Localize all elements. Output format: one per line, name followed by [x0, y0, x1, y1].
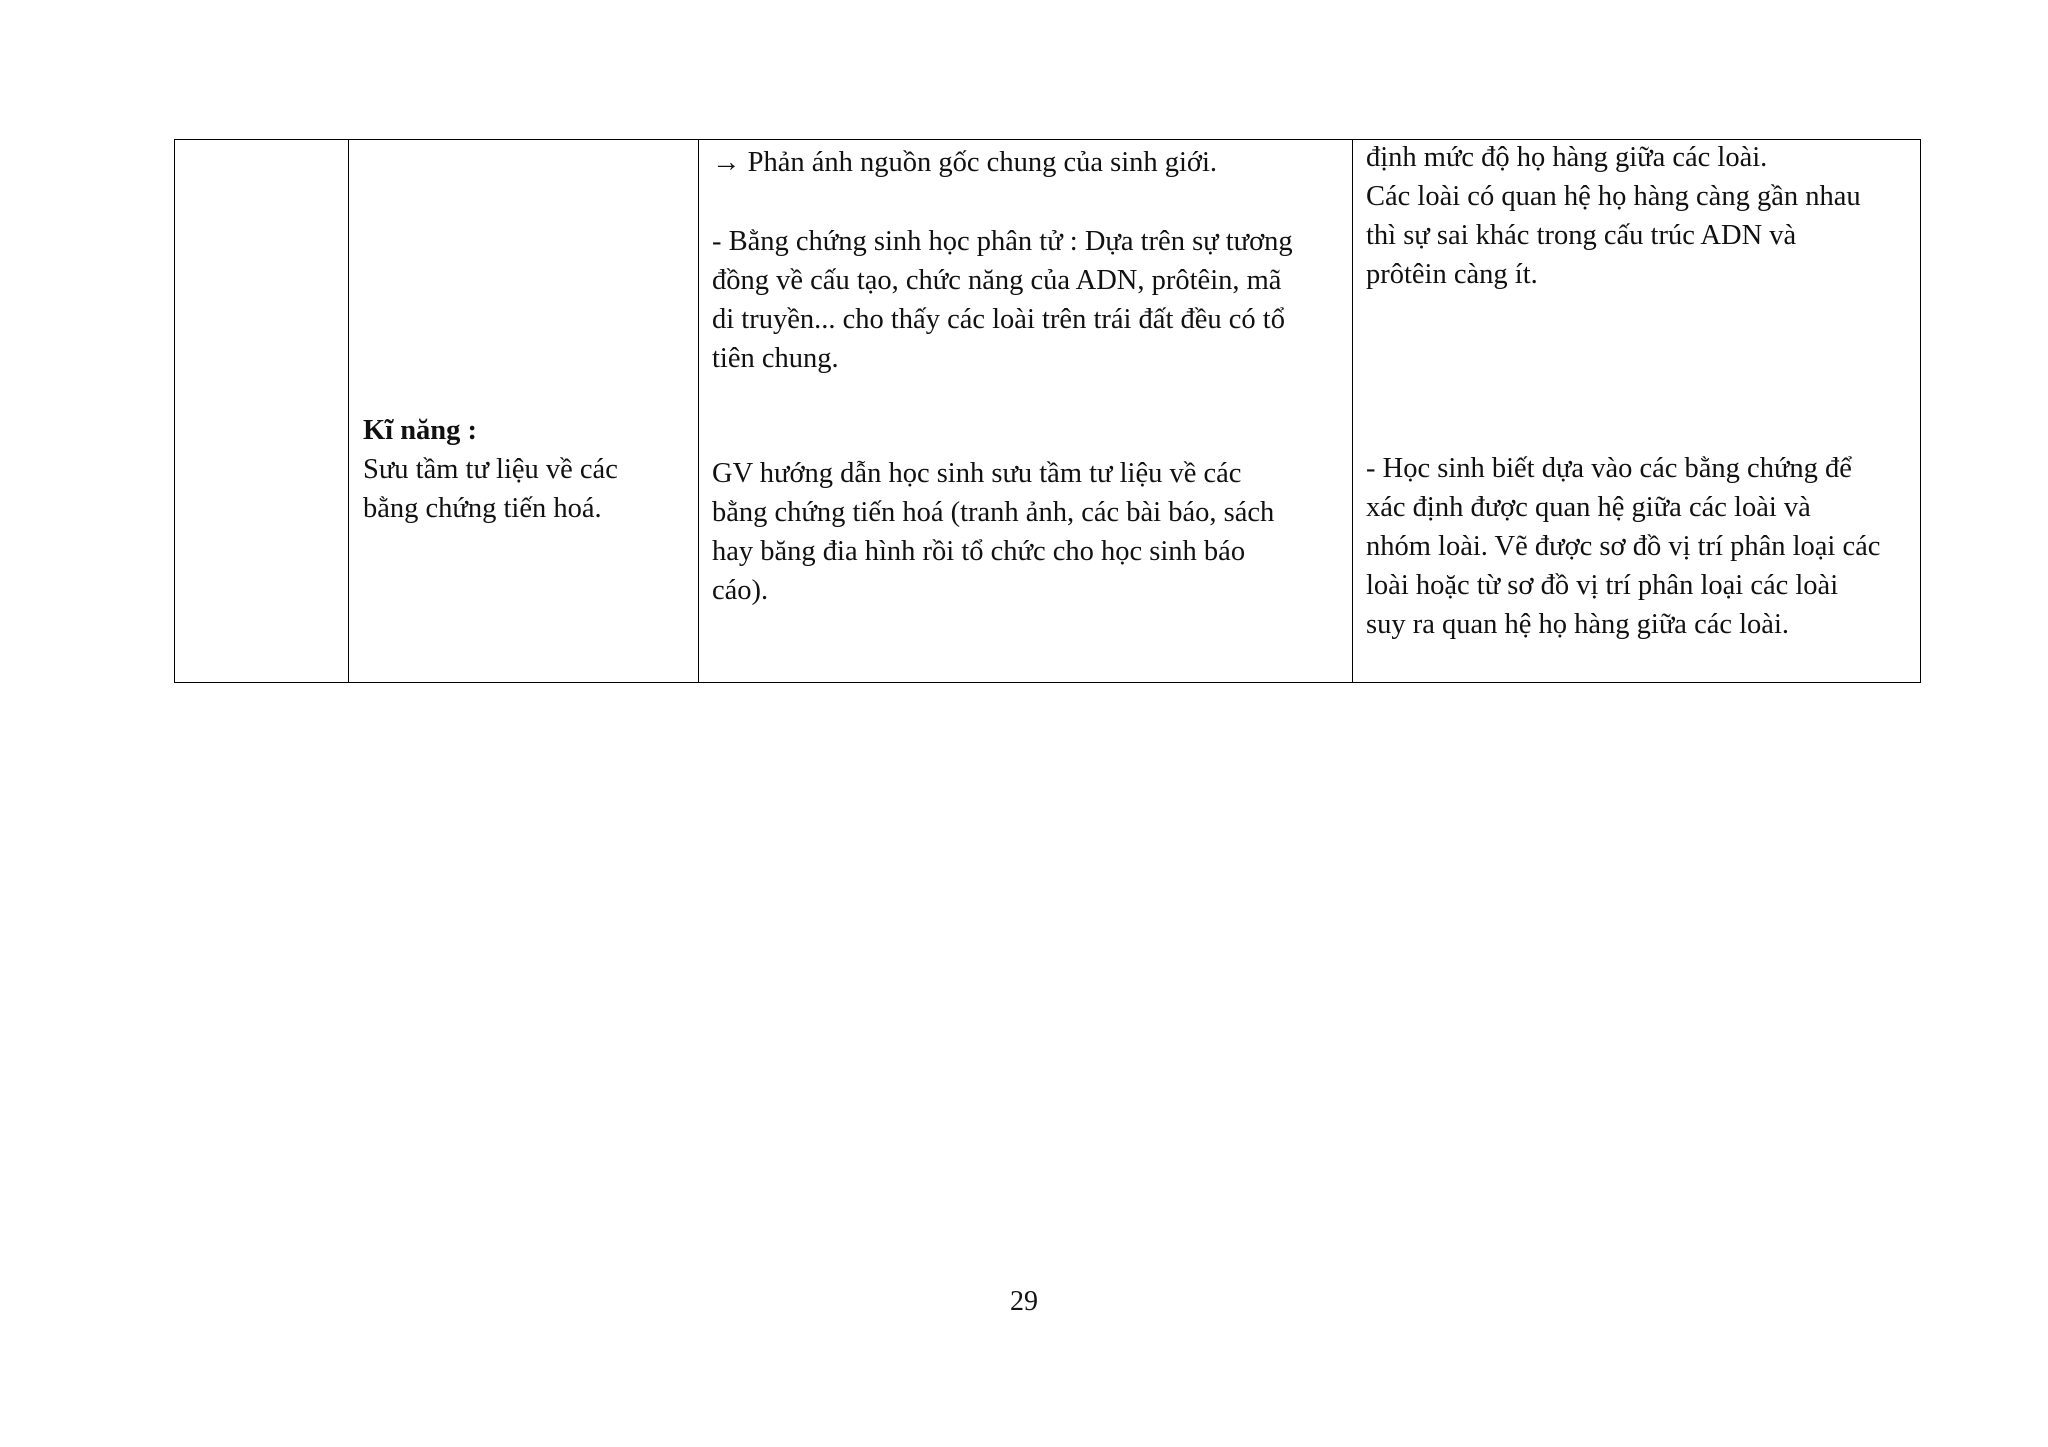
text-line: cáo). — [712, 575, 769, 606]
text-line: đồng về cấu tạo, chức năng của ADN, prôtêin, mã — [712, 265, 1282, 296]
column-divider — [1352, 140, 1353, 682]
page-number: 29 — [1010, 1286, 1038, 1317]
skill-text-line: Sưu tầm tư liệu về các — [363, 454, 618, 485]
text-line: thì sự sai khác trong cấu trúc ADN và — [1366, 220, 1797, 251]
text-line: hay băng đia hình rồi tổ chức cho học sinh báo — [712, 536, 1246, 567]
text-line: nhóm loài. Vẽ được sơ đồ vị trí phân loại các — [1366, 531, 1881, 562]
text-line: - Học sinh biết dựa vào các bằng chứng để — [1366, 453, 1852, 484]
column-divider — [698, 140, 699, 682]
text-line: suy ra quan hệ họ hàng giữa các loài. — [1366, 609, 1790, 640]
outcome-bottom-paragraph — [1366, 449, 1907, 644]
content-table — [174, 139, 1921, 683]
text-line: GV hướng dẫn học sinh sưu tầm tư liệu về các — [712, 458, 1242, 489]
text-line: prôtêin càng ít. — [1366, 259, 1538, 290]
column-divider — [348, 140, 349, 682]
skill-cell — [363, 411, 693, 528]
activity-line-1 — [712, 143, 1342, 182]
conclusion-line: → Phản ánh nguồn gốc chung của sinh giới. — [712, 147, 1218, 178]
text-line: - Bằng chứng sinh học phân tử : Dựa trên sự tương — [712, 226, 1293, 257]
text-line: Các loài có quan hệ họ hàng càng gần nhau — [1366, 181, 1861, 212]
text-line: định mức độ họ hàng giữa các loài. — [1366, 142, 1768, 173]
text-line: bằng chứng tiến hoá (tranh ảnh, các bài báo, sách — [712, 497, 1275, 528]
text-line: loài hoặc từ sơ đồ vị trí phân loại các loài — [1366, 570, 1839, 601]
text-line: tiên chung. — [712, 343, 839, 374]
teacher-guidance-paragraph — [712, 454, 1342, 610]
outcome-top-paragraph — [1366, 138, 1907, 294]
text-line: xác định được quan hệ giữa các loài và — [1366, 492, 1811, 523]
text-line: di truyền... cho thấy các loài trên trái đất đều có tổ — [712, 304, 1285, 335]
skill-text-line: bằng chứng tiến hoá. — [363, 493, 602, 524]
molecular-evidence-paragraph — [712, 222, 1342, 378]
skill-heading: Kĩ năng : — [363, 415, 478, 446]
